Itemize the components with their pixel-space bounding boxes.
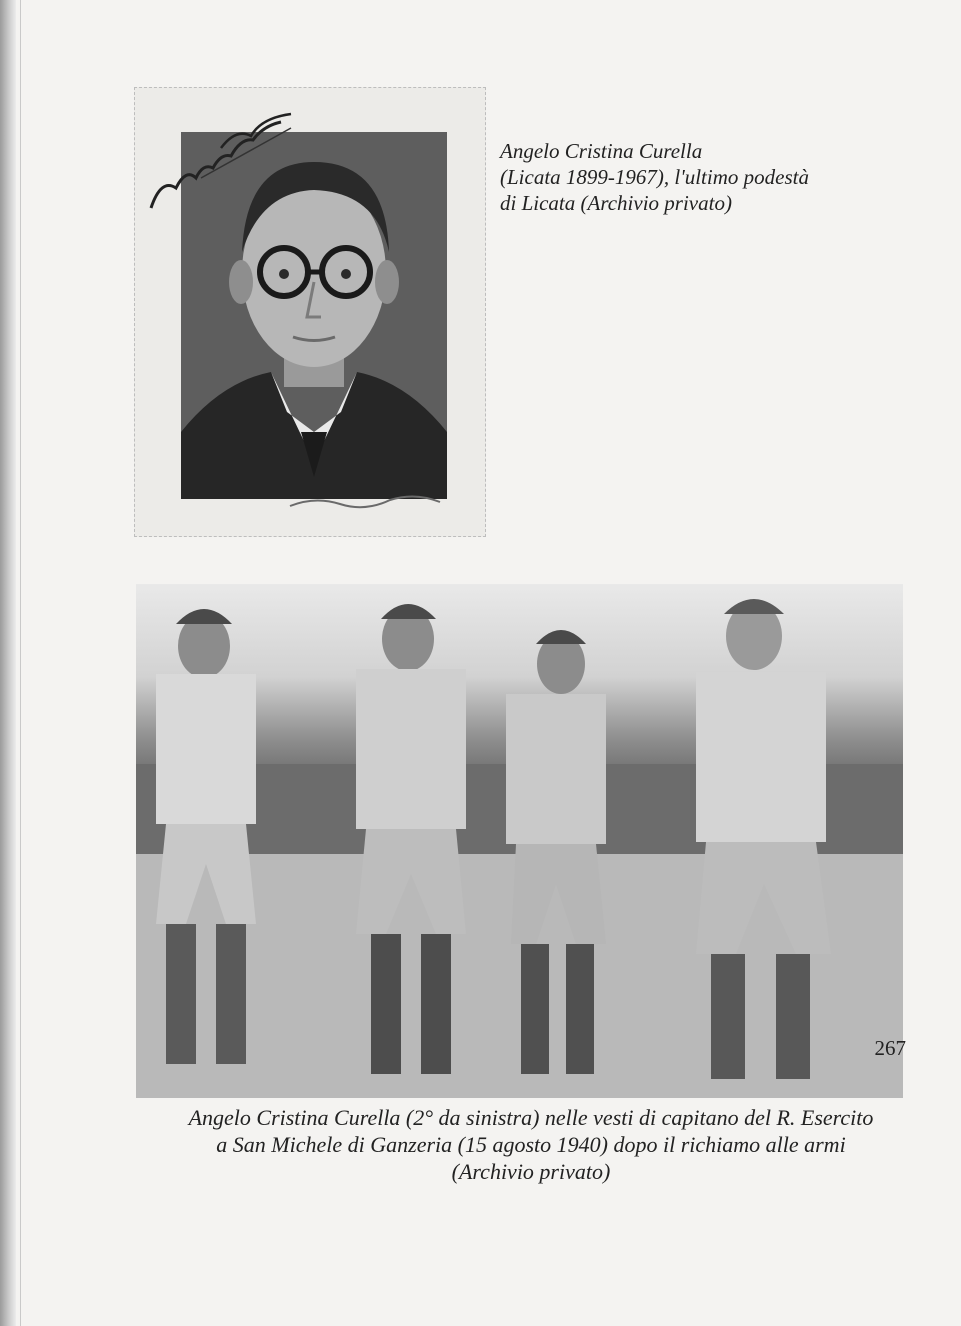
handwritten-signature bbox=[141, 108, 301, 228]
portrait-caption-line: (Licata 1899-1967), l'ultimo podestà bbox=[500, 165, 809, 189]
group-caption-line: (Archivio privato) bbox=[451, 1159, 611, 1184]
portrait-caption bbox=[500, 138, 830, 216]
portrait-photo-card bbox=[134, 87, 486, 537]
group-photo bbox=[136, 584, 903, 1098]
stamp-marking bbox=[285, 488, 445, 518]
page-number: 267 bbox=[874, 1036, 906, 1060]
group-caption-line: Angelo Cristina Curella (2° da sinistra) nelle vesti di capitano del R. Esercito bbox=[188, 1105, 874, 1130]
group-photo-caption bbox=[136, 1104, 926, 1185]
group-caption-line: a San Michele di Ganzeria (15 agosto 1940) dopo il richiamo alle armi bbox=[216, 1132, 846, 1157]
portrait-caption-line: di Licata (Archivio privato) bbox=[500, 191, 732, 215]
page-binding-gutter bbox=[0, 0, 16, 1326]
page-binding-line bbox=[20, 0, 21, 1326]
portrait-caption-line: Angelo Cristina Curella bbox=[500, 139, 703, 163]
group-photo-figures bbox=[136, 584, 903, 1098]
